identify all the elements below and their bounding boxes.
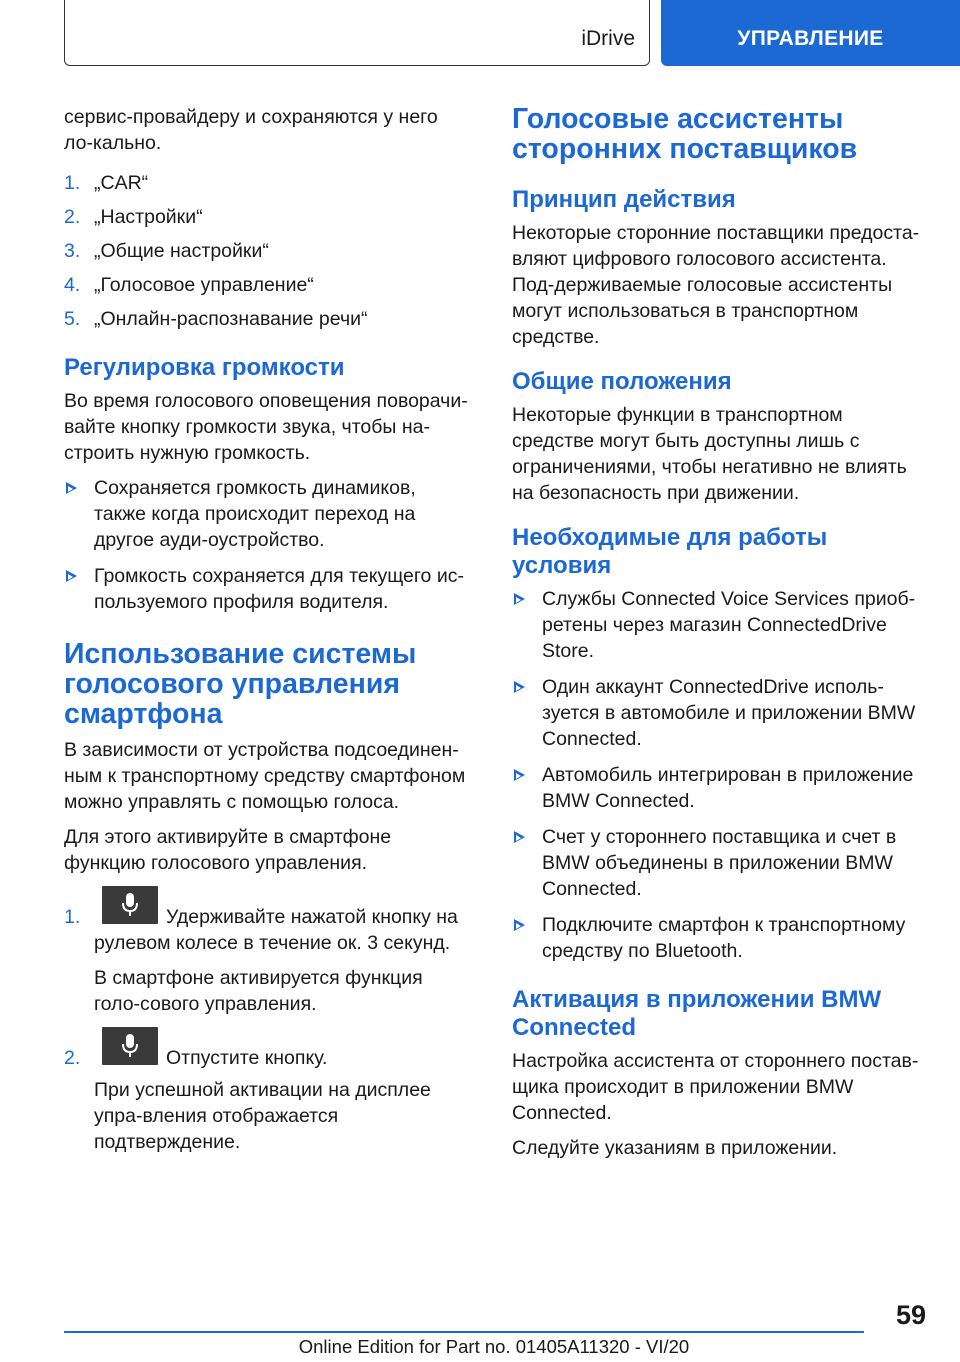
step-item (64, 886, 468, 1017)
triangle-bullet-icon (64, 475, 94, 553)
step-item (64, 1027, 468, 1155)
step-note: При успешной активации на дисплее упра-вления отображается подтверждение. (94, 1079, 431, 1153)
triangle-bullet-icon (64, 563, 94, 615)
header-tab-chapter (661, 0, 960, 66)
bullet-item: Автомобиль интегрирован в приложение BMW Connected. (512, 762, 926, 814)
activation-heading: Активация в приложении BMW Connected (512, 986, 882, 1041)
assistants-heading: Голосовые ассистенты сторонних поставщиков (512, 103, 858, 165)
bullet-item: Подключите смартфон к транспортному средству по Bluetooth. (512, 912, 926, 964)
conditions-heading: Необходимые для работы условия (512, 524, 828, 579)
bullet-item: Громкость сохраняется для текущего ис-пользуемого профиля водителя. (64, 563, 468, 615)
bullet-item: Сохраняется громкость динамиков, также когда происходит переход на другое ауди-оустройство. (64, 475, 468, 553)
step-number: 2. (64, 1047, 81, 1069)
microphone-icon (102, 886, 158, 924)
right-column (512, 104, 926, 1170)
general-heading: Общие положения (512, 368, 732, 395)
triangle-bullet-icon (512, 674, 542, 752)
smartphone-paragraph-2: Для этого активируйте в смартфоне функцию голосового управления. (64, 826, 392, 874)
header-tab-section (64, 0, 650, 66)
step-note: В смартфоне активируется функция голо-сового управления. (94, 967, 423, 1015)
step-text: Отпустите кнопку. (166, 1047, 328, 1069)
smartphone-heading: Использование системы голосового управления смартфона (64, 638, 417, 730)
footer-edition: Online Edition for Part no. 01405A11320 - VI/20 (298, 1336, 690, 1357)
footer-divider (64, 1331, 864, 1333)
activation-paragraph-2: Следуйте указаниям в приложении. (512, 1137, 838, 1159)
step-number: 1. (64, 906, 81, 928)
left-column (64, 104, 468, 1165)
intro-paragraph: сервис-провайдеру и сохраняются у него ло-кально. (64, 106, 438, 154)
bullet-item: Счет у стороннего поставщика и счет в BMW объединены в приложении BMW Connected. (512, 824, 926, 902)
principle-heading: Принцип действия (512, 186, 736, 213)
header-section-label: iDrive (581, 27, 635, 50)
page-number: 59 (895, 1300, 926, 1330)
general-paragraph: Некоторые функции в транспортном средстве могут быть доступны лишь с ограничениями, чтобы негативно не влиять на безопасность при движении. (512, 404, 907, 504)
smartphone-paragraph-1: В зависимости от устройства подсоединен-ным к транспортному средству смартфоном можно управлять с помощью голоса. (64, 739, 466, 813)
triangle-bullet-icon (512, 586, 542, 664)
list-item: 3. „Общие настройки“ (64, 240, 269, 262)
bullet-item: Один аккаунт ConnectedDrive исполь-зуется в автомобиле и приложении BMW Connected. (512, 674, 926, 752)
volume-paragraph: Во время голосового оповещения поворачи-вайте кнопку громкости звука, чтобы на-строить нужную громкость. (64, 390, 468, 464)
triangle-bullet-icon (512, 912, 542, 964)
principle-paragraph: Некоторые сторонние поставщики предоста-вляют цифрового голосового ассистента. Под-держиваемые голосовые ассистенты могут использоваться в транспортном средстве. (512, 222, 920, 348)
bullet-item: Службы Connected Voice Services приоб-ретены через магазин ConnectedDrive Store. (512, 586, 926, 664)
triangle-bullet-icon (512, 762, 542, 814)
microphone-icon (102, 1027, 158, 1065)
step-continuation: рулевом колесе в течение ок. 3 секунд. (94, 932, 451, 954)
volume-heading: Регулировка громкости (64, 354, 345, 381)
list-item: 4. „Голосовое управление“ (64, 274, 314, 296)
list-item: 1. „CAR“ (64, 172, 149, 194)
menu-path-list (64, 170, 468, 332)
list-item: 5. „Онлайн-распознавание речи“ (64, 308, 368, 330)
header-chapter-label: УПРАВЛЕНИЕ (737, 27, 884, 50)
activation-paragraph-1: Настройка ассистента от стороннего постав-щика происходит в приложении BMW Connected. (512, 1050, 919, 1124)
step-text: Удерживайте нажатой кнопку на (166, 906, 458, 928)
list-item: 2. „Настройки“ (64, 206, 203, 228)
triangle-bullet-icon (512, 824, 542, 902)
